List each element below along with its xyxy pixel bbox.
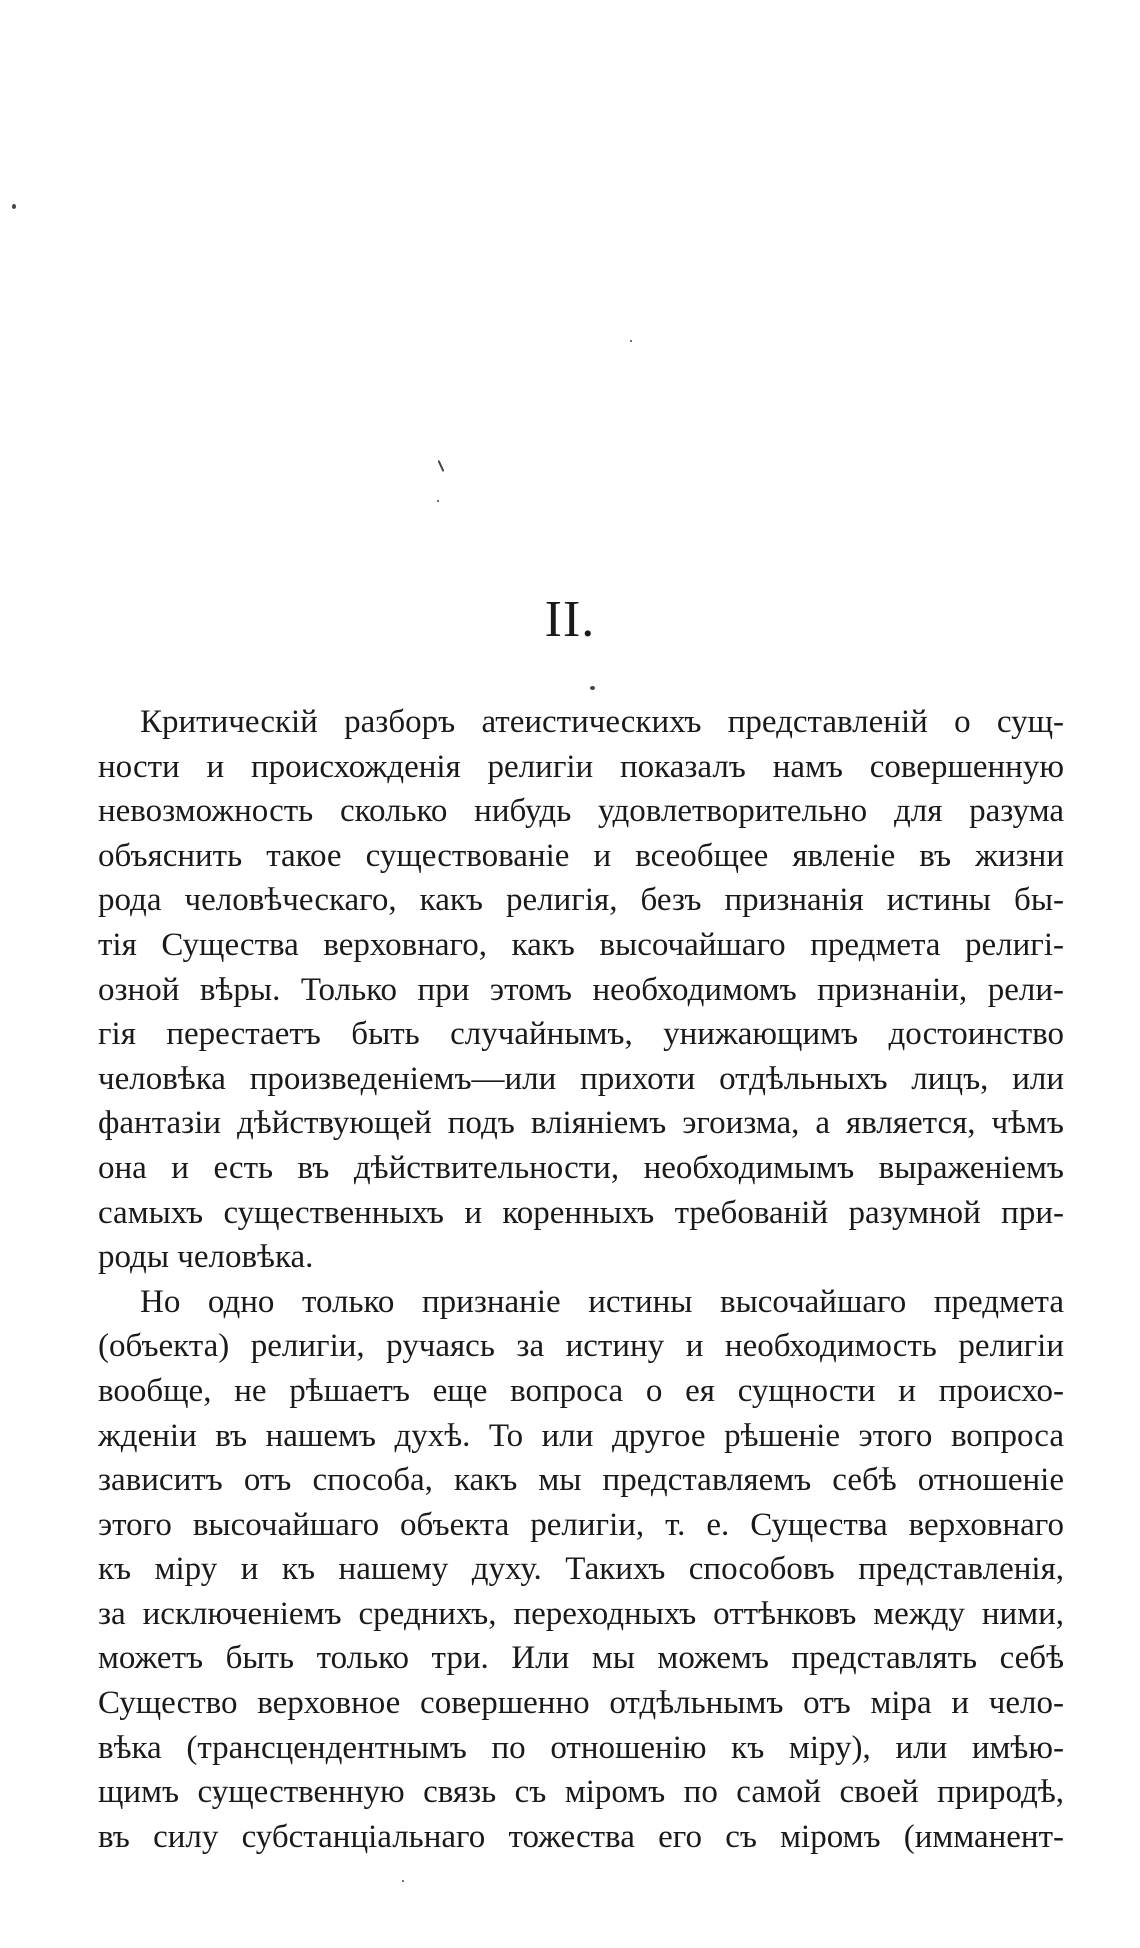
body-text (98, 700, 1064, 1859)
text-line: къ міру и къ нашему духу. Такихъ способовъ представленія, (98, 1551, 1064, 1588)
text-line: жденіи въ нашемъ духѣ. То или другое рѣшеніе этого вопроса (98, 1417, 1064, 1454)
paragraph-2 (98, 1280, 1064, 1860)
scan-speck (590, 686, 595, 690)
text-line: невозможность сколько нибудь удовлетворительно для разума (98, 793, 1064, 830)
text-line: въ силу субстанціальнаго тожества его съ міромъ (имманент- (98, 1818, 1064, 1855)
text-line: зависитъ отъ способа, какъ мы представляемъ себѣ отношеніе (98, 1462, 1064, 1499)
text-line: щимъ существенную связь съ міромъ по самой своей природѣ, (98, 1774, 1064, 1811)
chapter-number: II. (544, 591, 596, 648)
scan-speck (437, 500, 439, 502)
scan-speck (438, 460, 445, 472)
scan-speck (630, 340, 632, 342)
text-line: фантазіи дѣйствующей подъ вліяніемъ эгоизма, а является, чѣмъ (98, 1105, 1064, 1142)
text-line: самыхъ существенныхъ и коренныхъ требованій разумной при- (98, 1194, 1064, 1231)
text-line: человѣка произведеніемъ—или прихоти отдѣльныхъ лицъ, или (98, 1060, 1064, 1097)
text-line: вообще, не рѣшаетъ еще вопроса о ея сущности и происхо- (98, 1372, 1064, 1409)
text-line: можетъ быть только три. Или мы можемъ представлять себѣ (98, 1640, 1064, 1677)
text-line: тія Существа верховнаго, какъ высочайшаго предмета религі- (98, 926, 1064, 963)
text-line: этого высочайшаго объекта религіи, т. е. Существа верховнаго (98, 1506, 1064, 1543)
text-line: озной вѣры. Только при этомъ необходимомъ признаніи, рели- (98, 971, 1064, 1008)
text-line: ности и происхожденія религіи показалъ намъ совершенную (98, 748, 1064, 785)
text-line: за исключеніемъ среднихъ, переходныхъ оттѣнковъ между ними, (98, 1595, 1064, 1632)
text-line: Существо верховное совершенно отдѣльнымъ отъ міра и чело- (98, 1685, 1064, 1722)
text-line: Критическій разборъ атеистическихъ представленій о сущ- (140, 704, 1064, 740)
scan-speck (12, 204, 16, 209)
text-line: она и есть въ дѣйствительности, необходимымъ выраженіемъ (98, 1149, 1064, 1186)
text-line: вѣка (трансцендентнымъ по отношенію къ міру), или имѣю- (98, 1729, 1064, 1766)
scan-speck (402, 1880, 404, 1882)
text-line: (объекта) религіи, ручаясь за истину и необходимость религіи (98, 1328, 1064, 1365)
text-line: объяснить такое существованіе и всеобщее явленіе въ жизни (98, 837, 1064, 874)
text-line: роды человѣка. (98, 1239, 314, 1276)
paragraph-1 (98, 700, 1064, 1280)
text-line: гія перестаетъ быть случайнымъ, унижающимъ достоинство (98, 1016, 1064, 1053)
text-line: рода человѣческаго, какъ религія, безъ признанія истины бы- (98, 882, 1064, 919)
text-line: Но одно только признаніе истины высочайшаго предмета (140, 1283, 1064, 1320)
